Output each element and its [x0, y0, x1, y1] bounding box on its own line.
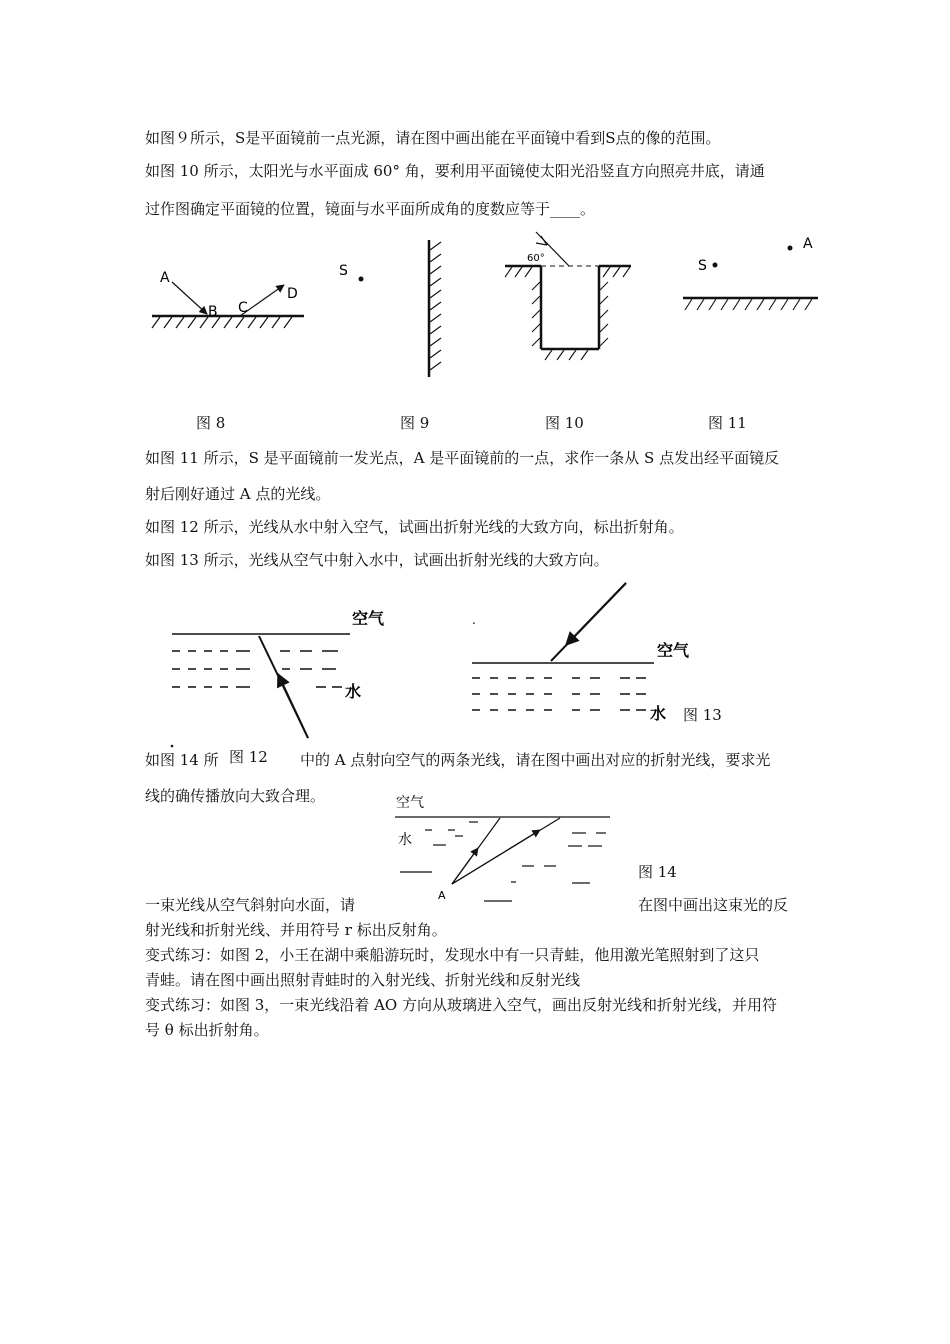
- figure-11: [683, 236, 818, 310]
- fig13-dot: .: [472, 613, 476, 627]
- fig11-point-s: [713, 263, 718, 268]
- fig8-incident-ray: [172, 282, 207, 314]
- figure-13: [472, 583, 690, 723]
- fig14-air-label: 空气: [396, 795, 424, 811]
- question-fig14-start: 如图 14 所: [145, 751, 219, 769]
- caption-fig14: 图 14: [638, 863, 677, 881]
- fig10-angle-label: 60°: [527, 253, 545, 264]
- fig11-point-a: [788, 246, 793, 251]
- caption-fig8: 图 8: [196, 414, 226, 432]
- fig14-label-a: A: [438, 889, 446, 902]
- caption-fig13: 图 13: [683, 706, 722, 724]
- question-fig10-line1: 如图 10 所示，太阳光与水平面成 60° 角，要利用平面镜使太阳光沿竖直方向照亮井底，请通: [145, 162, 765, 180]
- figure-10: [505, 232, 631, 360]
- caption-fig11: 图 11: [708, 414, 747, 432]
- caption-fig12: 图 12: [229, 748, 268, 766]
- fig11-label-s: S: [698, 258, 707, 274]
- fig12-air-label: 空气: [352, 609, 385, 628]
- figure-8: [152, 270, 304, 328]
- exercise-glass-line1: 变式练习：如图 3，一束光线沿着 AO 方向从玻璃进入空气，画出反射光线和折射光线，并用符: [145, 996, 777, 1014]
- figure-14: [395, 794, 610, 902]
- fig8-label-c: C: [238, 300, 248, 316]
- question-fig12: 如图 12 所示，光线从水中射入空气，试画出折射光线的大致方向，标出折射角。: [145, 518, 684, 536]
- question-reflect-start: 一束光线从空气斜射向水面，请: [145, 896, 356, 914]
- exercise-glass-line2: 号 θ 标出折射角。: [145, 1021, 269, 1039]
- question-fig14-rest: 中的 A 点射向空气的两条光线，请在图中画出对应的折射光线，要求光: [300, 751, 771, 769]
- fig8-label-d: D: [287, 286, 298, 302]
- figure-9: [339, 240, 441, 377]
- exercise-frog-line2: 青蛙。请在图中画出照射青蛙时的入射光线、折射光线和反射光线: [145, 971, 581, 989]
- fig14-water-label: 水: [398, 832, 412, 848]
- stray-dot: [171, 745, 174, 748]
- fig9-point-s: [359, 277, 364, 282]
- question-reflect-line2: 射光线和折射光线、并用符号 r 标出反射角。: [145, 921, 447, 939]
- caption-fig10: 图 10: [545, 414, 584, 432]
- fig13-air-label: 空气: [657, 641, 690, 660]
- fig8-label-a: A: [160, 270, 170, 286]
- question-reflect-rest: 在图中画出这束光的反: [638, 896, 789, 914]
- fig12-water-label: 水: [345, 682, 362, 701]
- question-fig11-line1: 如图 11 所示，S 是平面镜前一发光点，A 是平面镜前的一点，求作一条从 S 点发出经平面镜反: [145, 449, 780, 467]
- question-fig13: 如图 13 所示，光线从空气中射入水中，试画出折射光线的大致方向。: [145, 551, 609, 569]
- fig8-label-b: B: [208, 304, 218, 320]
- fig11-label-a: A: [803, 236, 813, 252]
- question-fig14-line2: 线的确传播放向大致合理。: [145, 787, 326, 805]
- question-fig11-line2: 射后刚好通过 A 点的光线。: [145, 485, 331, 503]
- fig9-label-s: S: [339, 263, 348, 279]
- fig13-water-label: 水: [650, 704, 667, 723]
- exercise-frog-line1: 变式练习：如图 2，小王在湖中乘船游玩时，发现水中有一只青蛙，他用激光笔照射到了这只: [145, 946, 760, 964]
- question-fig9: 如图９所示，S是平面镜前一点光源，请在图中画出能在平面镜中看到S点的像的范围。: [145, 129, 721, 147]
- question-fig10-line2: 过作图确定平面镜的位置，镜面与水平面所成角的度数应等于____。: [145, 200, 596, 218]
- caption-fig9: 图 9: [400, 414, 430, 432]
- figure-12: [172, 609, 385, 738]
